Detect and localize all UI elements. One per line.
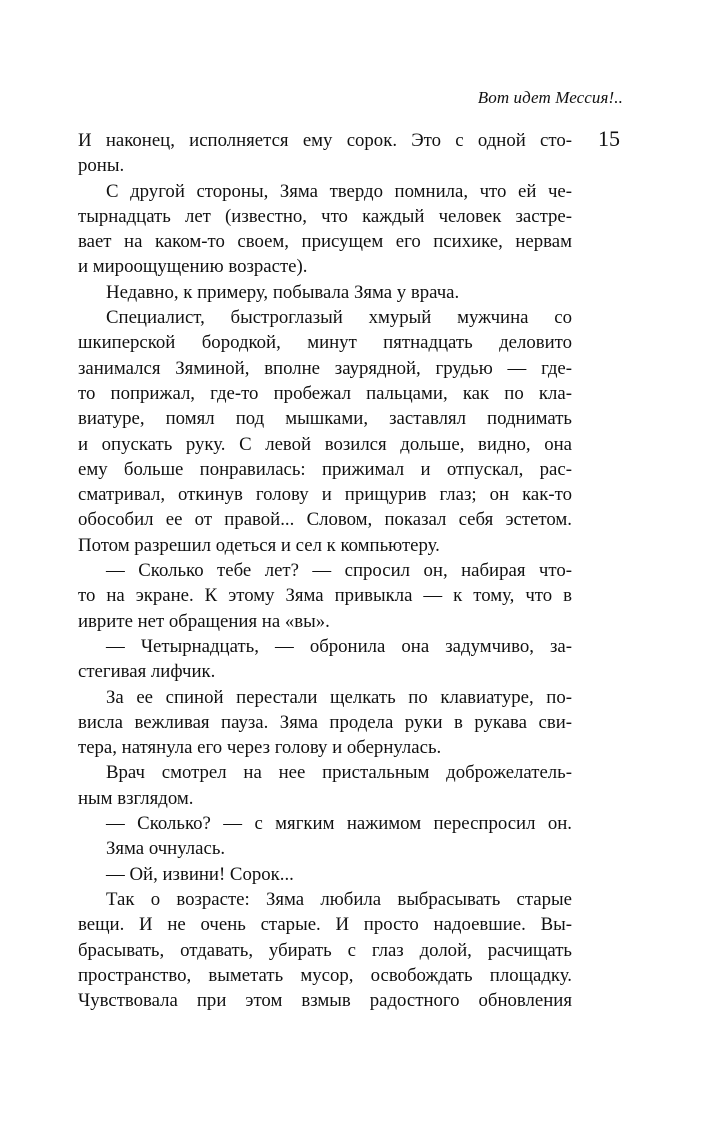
text-line: стегивая лифчик. [78, 661, 216, 683]
text-line: иврите нет обращения на «вы». [78, 610, 330, 632]
text-line: тырнадцать лет (известно, что каждый человек застре- [78, 205, 572, 227]
text-line: Потом разрешил одеться и сел к компьютеру. [78, 534, 440, 556]
text-line: и мироощущению возрасте). [78, 256, 308, 278]
text-line: За ее спиной перестали щелкать по клавиатуре, по- [106, 686, 572, 708]
text-line: — Сколько тебе лет? — спросил он, набирая что- [106, 560, 572, 582]
text-line: висла вежливая пауза. Зяма продела руки в рукава сви- [78, 711, 572, 733]
text-line: Недавно, к примеру, побывала Зяма у врача. [106, 281, 460, 303]
text-line: роны. [78, 155, 125, 177]
text-line: — Ой, извини! Сорок... [106, 863, 294, 885]
text-line: ным взглядом. [78, 787, 194, 809]
text-line: шкиперской бородкой, минут пятнадцать деловито [78, 332, 572, 354]
text-line: — Сколько? — с мягким нажимом переспросил он. [106, 813, 572, 835]
text-line: сматривал, откинув голову и прищурив глаз; он как-то [78, 484, 572, 506]
page-number: 15 [598, 126, 620, 151]
text-line: С другой стороны, Зяма твердо помнила, что ей че- [106, 180, 572, 202]
text-line: вает на каком-то своем, присущем его психике, нервам [78, 231, 572, 253]
text-line: виатуре, помял под мышками, заставлял поднимать [78, 408, 572, 430]
text-line: обособил ее от правой... Словом, показал себя эстетом. [78, 509, 572, 531]
text-line: то поприжал, где-то пробежал пальцами, как по кла- [78, 382, 572, 404]
text-line: то на экране. К этому Зяма привыкла — к тому, что в [78, 585, 572, 607]
body-text [78, 128, 572, 1013]
text-line: ему больше понравилась: прижимал и отпускал, рас- [78, 458, 572, 480]
text-line: И наконец, исполняется ему сорок. Это с одной сто- [78, 130, 572, 151]
text-line: пространство, выметать мусор, освобождать площадку. [78, 964, 572, 986]
text-line: занимался Зяминой, вполне заурядной, грудью — где- [78, 357, 572, 379]
text-line: Специалист, быстроглазый хмурый мужчина со [106, 307, 572, 329]
text-line: брасывать, отдавать, убирать с глаз долой, расчищать [78, 939, 572, 961]
text-line: тера, натянула его через голову и обернулась. [78, 737, 442, 759]
text-line: — Четырнадцать, — обронила она задумчиво, за- [106, 635, 572, 657]
text-line: Чувствовала при этом взмыв радостного обновления [78, 990, 572, 1012]
text-line: Зяма очнулась. [106, 838, 226, 860]
text-line: Так о возрасте: Зяма любила выбрасывать старые [106, 888, 572, 910]
text-line: и опускать руку. С левой возился дольше, видно, она [78, 433, 572, 455]
text-line: Врач смотрел на нее пристальным доброжелатель- [106, 762, 572, 784]
text-line: вещи. И не очень старые. И просто надоевшие. Вы- [78, 914, 572, 936]
running-title: Вот идет Мессия!.. [477, 88, 623, 107]
